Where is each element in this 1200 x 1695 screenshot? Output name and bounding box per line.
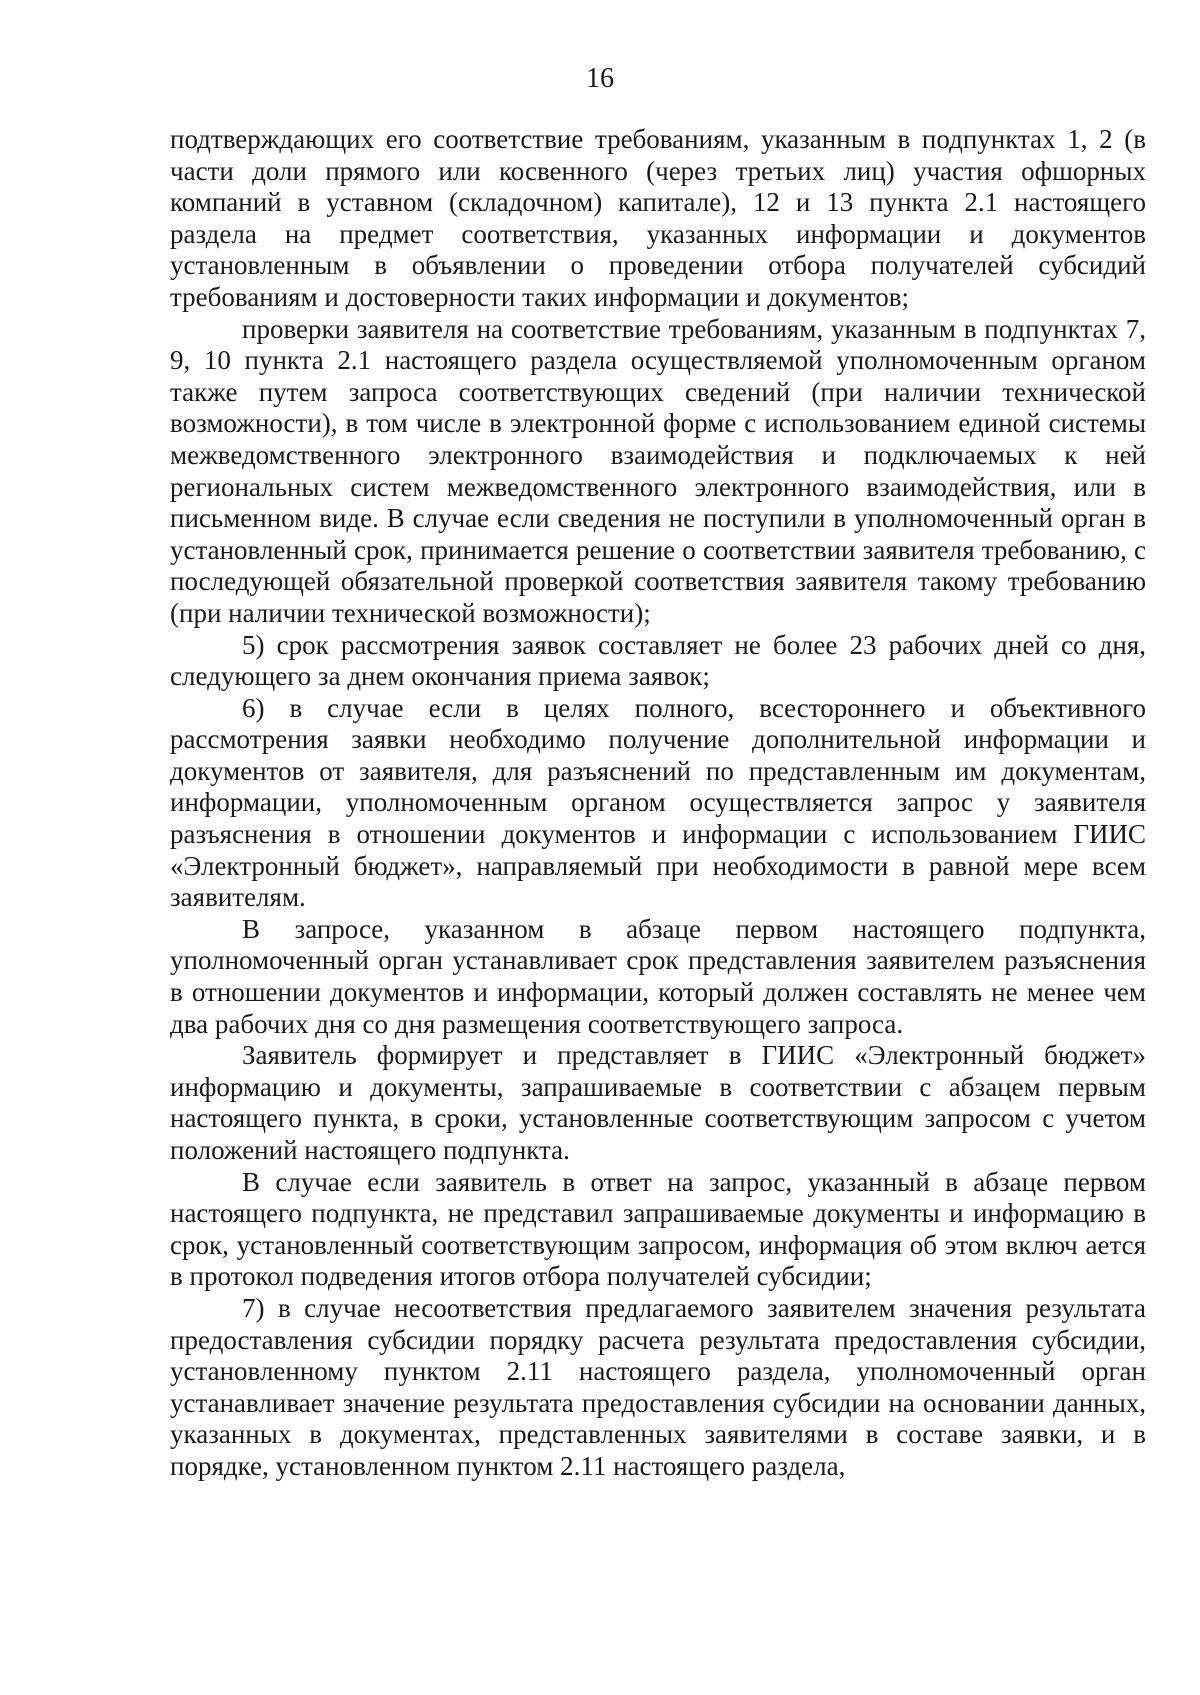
page-number: 16	[586, 63, 614, 94]
paragraph-not-submitted: В случае если заявитель в ответ на запрос, указанный в абзаце первом настоящего подпункта, не представил запрашиваемые документы и информацию в срок, установленный соответствующим запросом, информация об этом включ ается в протокол подведения итогов отбора получателей субсидии;	[170, 1166, 1146, 1292]
paragraph-item-7: 7) в случае несоответствия предлагаемого заявителем значения результата предоставления субсидии порядку расчета результата предоставления субсидии, установленному пунктом 2.11 настоящего раздела, уполномоченный орган устанавливает значение результата предоставления субсидии на основании данных, указанных в документах, представленных заявителями в составе заявки, и в порядке, установленном пунктом 2.11 настоящего раздела,	[170, 1292, 1146, 1481]
paragraph-item-6: 6) в случае если в целях полного, всестороннего и объективного рассмотрения заявки необходимо получение дополнительной информации и документов от заявителя, для разъяснений по представленным им документам, информации, уполномоченным органом осуществляется запрос у заявителя разъяснения в отношении документов и информации с использованием ГИИС «Электронный бюджет», направляемый при необходимости в равной мере всем заявителям.	[170, 692, 1146, 913]
paragraph-continuation: подтверждающих его соответствие требованиям, указанным в подпунктах 1, 2 (в части доли прямого или косвенного (через третьих лиц) участия офшорных компаний в уставном (складочном) капитале), 12 и 13 пункта 2.1 настоящего раздела на предмет соответствия, указанных информации и документов установленным в объявлении о проведении отбора получателей субсидий требованиям и достоверности таких информации и документов;	[170, 124, 1146, 312]
paragraph-request-deadline: В запросе, указанном в абзаце первом настоящего подпункта, уполномоченный орган устанавливает срок представления заявителем разъяснения в отношении документов и информации, который должен составлять не менее чем два рабочих дня со дня размещения соответствующего запроса.	[170, 913, 1146, 1039]
document-body	[170, 124, 1146, 1483]
paragraph-verification: проверки заявителя на соответствие требованиям, указанным в подпунктах 7, 9, 10 пункта 2.1 настоящего раздела осуществляемой уполномоченным органом также путем запроса соответствующих сведений (при наличии технической возможности), в том числе в электронной форме с использованием единой системы межведомственного электронного взаимодействия и подключаемых к ней региональных систем межведомственного электронного взаимодействия, или в письменном виде. В случае если сведения не поступили в уполномоченный орган в установленный срок, принимается решение о соответствии заявителя требованию, с последующей обязательной проверкой соответствия заявителя такому требованию (при наличии технической возможности);	[170, 313, 1146, 628]
paragraph-item-5: 5) срок рассмотрения заявок составляет не более 23 рабочих дней со дня, следующего за днем окончания приема заявок;	[170, 629, 1146, 692]
paragraph-applicant-submits: Заявитель формирует и представляет в ГИИС «Электронный бюджет» информацию и документы, запрашиваемые в соответствии с абзацем первым настоящего пункта, в сроки, установленные соответствующим запросом с учетом положений настоящего подпункта.	[170, 1040, 1146, 1165]
